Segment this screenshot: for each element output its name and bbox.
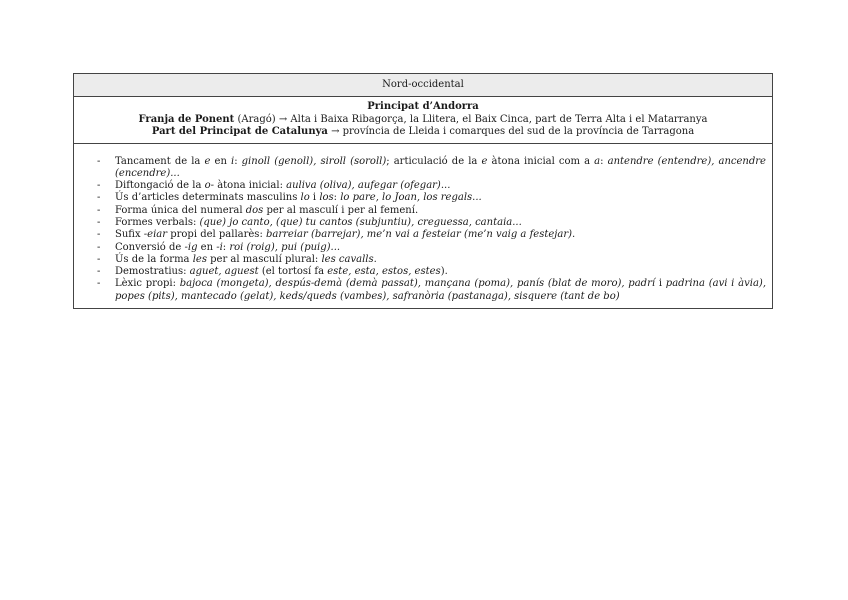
list-item <box>97 242 766 254</box>
spacer <box>74 144 772 156</box>
text-run: : <box>234 155 242 167</box>
example-run: -ig <box>184 241 198 253</box>
list-item <box>97 205 766 217</box>
bullet-dash: - <box>97 204 101 216</box>
text-run: propi del pallarès: <box>167 229 266 241</box>
bullet-dash: - <box>97 216 101 228</box>
example-run: este, esta, estos, estes <box>327 266 441 278</box>
text-run: : <box>333 192 341 204</box>
text-run: i <box>655 278 666 290</box>
franja-detail: (Aragó) → Alta i Baixa Ribagorça, la Llitera, el Baix Cinca, part de Terra Alta i el Matarranya <box>234 113 708 125</box>
example-run: dos <box>245 204 264 216</box>
text-run: Formes verbals: <box>115 216 200 228</box>
list-item <box>97 180 766 192</box>
regions-cell <box>74 97 772 144</box>
example-run: aguet, aguest <box>189 266 259 278</box>
list-item <box>97 254 766 266</box>
example-run: les <box>192 253 207 265</box>
example-run: a <box>594 155 601 167</box>
text-run: Demostratius: <box>115 266 190 278</box>
region-andorra <box>80 101 766 114</box>
example-run: -i <box>216 241 223 253</box>
text-run: Diftongació de la <box>115 180 205 192</box>
list-item <box>97 217 766 229</box>
list-item <box>97 192 766 204</box>
bullet-dash: - <box>97 266 101 278</box>
catalunya-detail: → província de Lleida i comarques del sud de la província de Tarragona <box>327 126 695 137</box>
text-run: . <box>373 253 377 265</box>
example-run: e <box>204 155 211 167</box>
franja-label: Franja de Ponent <box>138 113 235 125</box>
example-run: -eiar <box>143 229 168 241</box>
example-run: lo <box>300 192 310 204</box>
text-run: àtona inicial com a <box>487 155 595 167</box>
dialect-table <box>73 73 773 309</box>
text-run: Sufix <box>115 229 144 241</box>
text-run: : <box>222 241 230 253</box>
text-run: Conversió de <box>115 241 185 253</box>
text-run: Ús d’articles determinats masculins <box>115 192 301 204</box>
text-run: Tancament de la <box>115 155 205 167</box>
example-run: auliva (oliva), aufegar (ofegar)... <box>286 180 451 192</box>
catalunya-label: Part del Principat de Catalunya <box>151 126 328 137</box>
example-run: ginoll (genoll), siroll (soroll) <box>241 155 387 167</box>
text-run: àtona inicial: <box>214 180 287 192</box>
example-run: barreiar (barrejar), me’n vai a festeiar (me’n vaig a festejar). <box>266 229 576 241</box>
bullet-dash: - <box>97 278 101 290</box>
bullet-dash: - <box>97 229 101 241</box>
text-run: en <box>197 241 217 253</box>
list-item <box>97 266 766 278</box>
example-run: (que) jo canto, (que) tu cantos (subjuntiu), creguessa, cantaia... <box>199 216 522 228</box>
example-run: padrina (avi i àvia), popes (pits), mantecado (gelat), keds/queds (vambes), safranòria (pastanaga), sisquere (tant de bo) <box>115 278 766 302</box>
text-run: en <box>210 155 231 167</box>
example-run: lo pare, lo Joan, los regals... <box>340 192 482 204</box>
example-run: los <box>319 192 334 204</box>
bullet-dash: - <box>97 253 101 265</box>
features-list <box>74 156 772 309</box>
bullet-dash: - <box>97 241 101 253</box>
list-item <box>97 229 766 241</box>
example-run: i <box>230 155 235 167</box>
text-run: per al masculí i per al femení. <box>263 204 419 216</box>
text-run: ; articulació de la <box>386 155 482 167</box>
text-run: per al masculí plural: <box>206 253 322 265</box>
text-run: : <box>600 155 608 167</box>
bullet-dash: - <box>97 192 101 204</box>
text-run: Ús de la forma <box>115 253 193 265</box>
bullet-dash: - <box>97 180 101 192</box>
example-run: antendre (entendre), ancendre (encendre)... <box>115 155 766 179</box>
text-run: (el tortosí fa <box>258 266 328 278</box>
region-catalunya <box>80 126 766 139</box>
text-run: Forma única del numeral <box>115 204 246 216</box>
example-run: roi (roig), pui (puig)... <box>229 241 341 253</box>
example-run: bajoca (mongeta), despús-demà (demà passat), mançana (poma), panís (blat de moro), padrí <box>179 278 656 290</box>
table-header <box>74 74 772 97</box>
andorra-label: Principat d’Andorra <box>367 101 479 112</box>
bullet-dash: - <box>97 155 101 167</box>
example-run: e <box>481 155 488 167</box>
example-run: les cavalls <box>321 253 374 265</box>
list-item <box>97 156 766 181</box>
text-run: i <box>309 192 320 204</box>
text-run: Lèxic propi: <box>115 278 180 290</box>
text-run: ). <box>440 266 448 278</box>
list-item <box>97 278 766 303</box>
header-title: Nord-occidental <box>382 79 464 90</box>
region-franja <box>80 114 766 127</box>
example-run: o- <box>204 180 215 192</box>
